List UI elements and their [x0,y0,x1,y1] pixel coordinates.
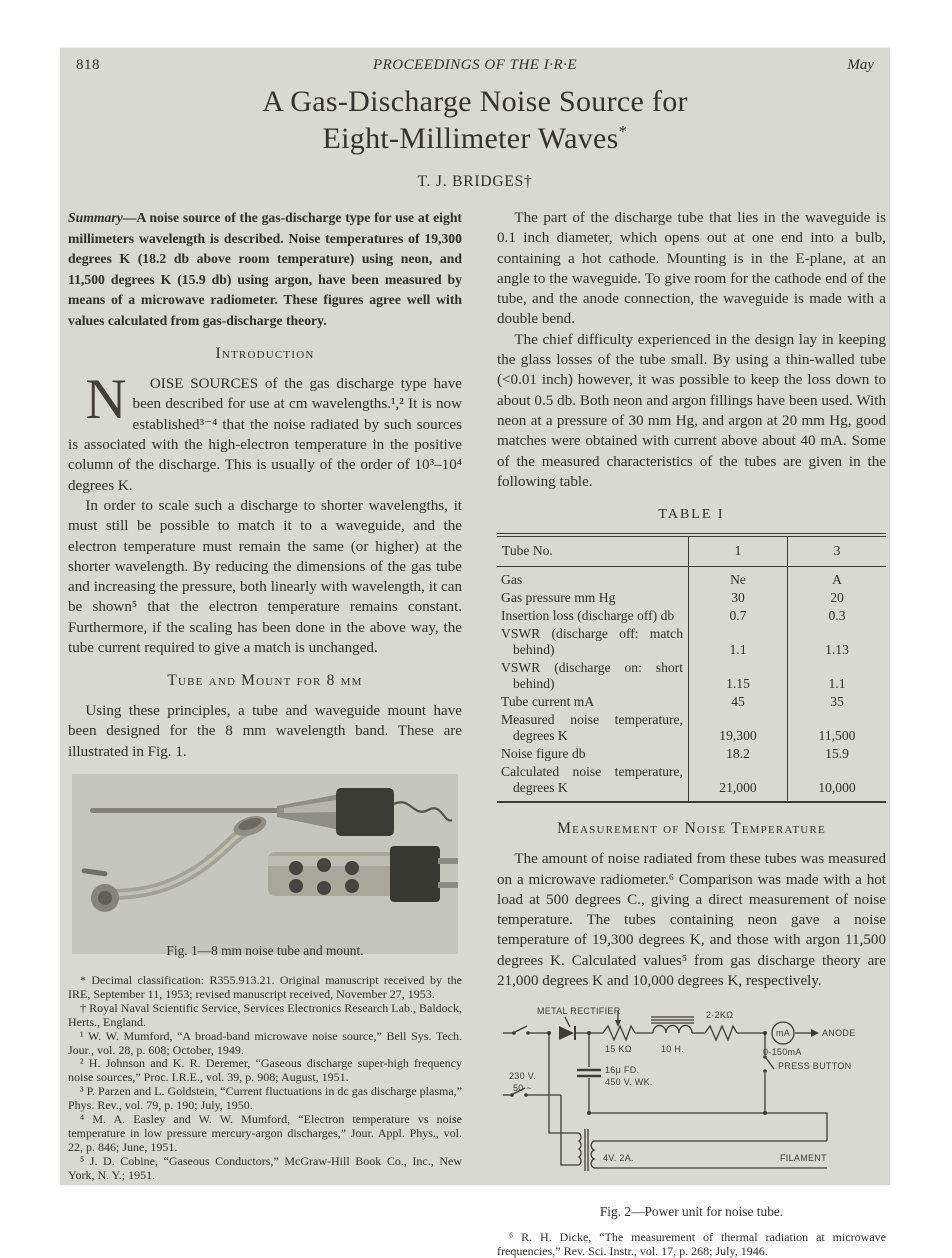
page-header [76,57,874,77]
transformer-label: 4V. 2A. [603,1153,634,1164]
table-row [497,711,886,745]
footnotes-right [497,1231,886,1258]
table1-header-row [497,535,886,567]
table1-header-col2: 3 [788,535,887,567]
anode-arrow-icon [811,1029,819,1037]
row-value-3: 11,500 [788,711,887,745]
page-number: 818 [76,57,100,73]
metal-rectifier-label: METAL RECTIFIER [537,1006,621,1017]
footnotes-left [68,974,462,1183]
footnote-1: ¹ W. W. Mumford, “A broad-band microwave noise source,” Bell Sys. Tech. Jour., vol. 28, p. 608; October, 1949. [68,1028,462,1057]
table1-header-col1: 1 [689,535,788,567]
table-row [497,659,886,693]
paragraph-discharge-tube: The part of the discharge tube that lies in the waveguide is 0.1 inch diameter, which opens out at one end into a bulb, containing a hot cathode. Mounting is in the E-plane, at an angle to the waveguide. To give room for the cathode end of the tube, and the anode connection, the waveguide is made with a double bend. [497,210,886,328]
row-label: Gas pressure mm Hg [501,590,616,606]
row-value-1: 30 [689,589,788,607]
row-label: Calculated noise temperature, degrees K [501,764,683,796]
row-value-1: 45 [689,693,788,711]
table-row [497,763,886,802]
intro-paragraph-text: OISE SOURCES of the gas discharge type have been described for use at cm wavelengths.¹,² It is now established³⁻⁴ that the noise radiated by such sources is associated with the high-electron temperature in the positive column of the discharge. This is usually of the order of 10³–10⁴ degrees K. [68,376,462,494]
row-value-3: 1.1 [788,659,887,693]
row-label: Gas [501,572,523,588]
row-label: Tube current mA [501,694,595,710]
table1-header-label: Tube No. [497,535,689,567]
row-value-3: 35 [788,693,887,711]
summary [68,208,462,331]
press-button-label: PRESS BUTTON [778,1061,852,1072]
section-heading-measurement: Measurement of Noise Temperature [557,820,826,838]
paragraph-difficulty: The chief difficulty experienced in the design lay in keeping the glass losses of the tube small. By using a thin-walled tube (<0.01 inch) however, it was possible to keep the loss down to about 0.5 db. Both neon and argon fillings have been used. With neon at a pressure of 30 mm Hg, and argon at 20 mm Hg, good matches were obtained with current above about 40 mA. Some of the measured characteristics of the tubes are given in the following table. [497,331,886,490]
footnote-dagger: † Royal Naval Scientific Service, Services Electronics Research Lab., Baldock, Herts., England. [68,1000,462,1029]
paragraph-scaling: In order to scale such a discharge to shorter wavelengths, it must still be possible to match it to a waveguide, and the electron temperature must remain the same (or higher) at the shorter wavelength. By reducing the dimensions of the gas tube and increasing the pressure, both linearly with wavelength, it can be shown⁵ that the electron temperature remains constant. Furthermore, if the scaling has been done in the above way, the tube current required to give a match is unchanged. [68,497,462,656]
fig2-caption: Fig. 2—Power unit for noise tube. [599,1203,784,1219]
footnote-star: * Decimal classification: R355.913.21. Original manuscript received by the IRE, September 11, 1953; revised manuscript received, November 27, 1953. [68,973,462,1001]
meter-range-label: 0-150mA [763,1047,802,1058]
column-left [68,208,462,1183]
issue-month: May [847,57,874,73]
row-label: VSWR (discharge on: short behind) [501,660,683,692]
resistor-15k-label: 15 KΩ [605,1044,632,1055]
summary-text: —A noise source of the gas-discharge type for use at eight millimeters wavelength is described. Noise temperatures of 19,300 degrees K (18.2 db above room temperature) using neon, and 11,500 degrees K (15.9 db) using argon, have been measured by means of a microwave radiometer. These figures agree well with values calculated from gas-discharge theory. [68,210,462,328]
row-value-3: 0.3 [788,607,887,625]
intro-paragraph [68,368,462,496]
figure-2 [497,1003,886,1220]
row-value-3: 20 [788,589,887,607]
paragraph-principles: Using these principles, a tube and waveguide mount have been designed for the 8 mm wavelength band. These are illustrated in Fig. 1. [68,703,462,760]
table-row [497,607,886,625]
journal-title: PROCEEDINGS OF THE I·R·E [372,57,578,73]
footnote-5: ⁵ J. D. Cobine, “Gaseous Conductors,” McGraw-Hill Book Co., Inc., New York, N. Y.; 1951. [68,1153,462,1182]
circuit-diagram [497,1003,886,1189]
row-label: Noise figure db [501,746,586,762]
row-value-1: Ne [689,567,788,590]
footnote-2: ² H. Johnson and K. R. Deremer, “Gaseous discharge super-high frequency noise sources,” Proc. I.R.E., vol. 39, p. 908; August, 1951. [68,1056,462,1085]
table1 [497,533,886,803]
table-row [497,625,886,659]
supply-voltage-label: 230 V. [509,1071,536,1082]
anode-label: ANODE [822,1028,856,1039]
table1-heading: TABLE I [658,507,725,523]
fig1-photo [72,774,458,954]
row-value-1: 18.2 [689,745,788,763]
summary-lead: Summary [68,210,123,225]
row-value-1: 21,000 [689,763,788,802]
table-row [497,589,886,607]
row-value-1: 0.7 [689,607,788,625]
row-value-3: A [788,567,887,590]
footnote-4: ⁴ M. A. Easley and W. W. Mumford, “Electron temperature vs noise temperature in low pressure mercury-argon discharges,” Jour. Appl. Phys., vol. 22, p. 846; June, 1951. [68,1112,462,1154]
article-title-line2: Eight-Millimeter Waves [322,121,619,155]
meter-label: mA [776,1028,791,1039]
row-value-3: 15.9 [788,745,887,763]
row-value-3: 10,000 [788,763,887,802]
fig1-caption: Fig. 1—8 mm noise tube and mount. [166,943,364,959]
table-row [497,745,886,763]
inductor-label: 10 H. [661,1044,685,1055]
intro-dropcap: N [85,368,127,432]
table-row [497,567,886,590]
capacitor-rating-label: 450 V. WK. [605,1077,653,1088]
row-label: Measured noise temperature, degrees K [501,712,683,744]
title-footnote-mark: * [618,121,628,141]
row-label: Insertion loss (discharge off) db [501,608,675,624]
section-heading-tube-mount: Tube and Mount for 8 mm [167,672,363,690]
figure-1 [68,774,462,960]
row-value-1: 1.15 [689,659,788,693]
row-value-1: 1.1 [689,625,788,659]
table-row [497,693,886,711]
column-right [497,208,886,1258]
filament-label: FILAMENT [780,1153,827,1164]
scanned-page [60,48,890,1258]
row-value-3: 1.13 [788,625,887,659]
footnote-6: ⁶ R. H. Dicke, “The measurement of thermal radiation at microwave frequencies,” Rev. Sci. Instr., vol. 17, p. 268; July, 1946. [497,1229,886,1258]
footnote-3: ³ P. Parzen and L. Goldstein, “Current fluctuations in dc gas discharge plasma,” Phys. Rev., vol. 79, p. 190; July, 1950. [68,1084,462,1113]
capacitor-value-label: 16μ FD. [605,1065,640,1076]
diode-icon [559,1026,574,1040]
row-label: VSWR (discharge off: match behind) [501,626,683,658]
paragraph-measurement: The amount of noise radiated from these tubes was measured on a microwave radiometer.⁶ Comparison was made with a hot load at 500 degrees C., giving a direct measurement of noise temperature. The tubes containing neon gave a noise temperature of 19,300 degrees K, and those with argon 11,500 degrees K. Calculated values⁵ from gas discharge theory are 21,000 degrees K and 10,000 degrees K, respectively. [497,851,886,990]
row-value-1: 19,300 [689,711,788,745]
supply-frequency-label: 50 ~ [513,1083,532,1094]
resistor-2-2k-label: 2·2KΩ [706,1010,734,1021]
article-title [60,84,890,158]
article-title-line1: A Gas-Discharge Noise Source for [262,85,688,118]
section-heading-introduction: Introduction [215,345,315,363]
article-author: T. J. BRIDGES† [417,173,533,190]
